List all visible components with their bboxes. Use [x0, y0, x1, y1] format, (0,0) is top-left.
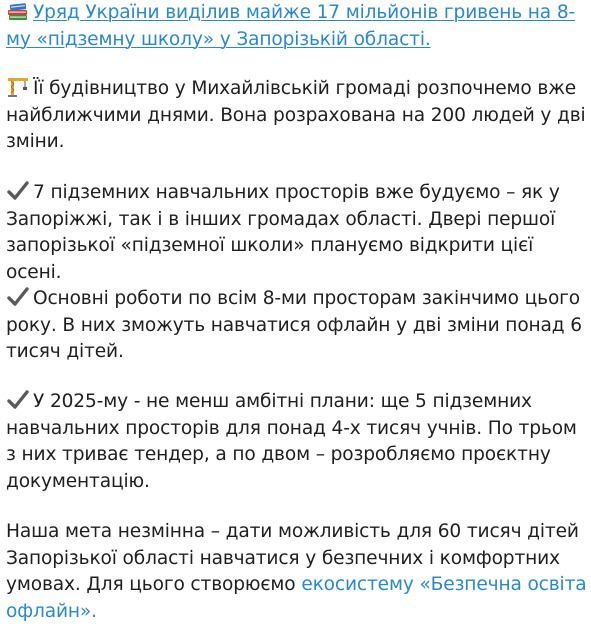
paragraph-text: Основні роботи по всім 8-ми просторам закінчимо цього року. В них зможуть навчатися офлайн у дві зміни понад 6 тисяч дітей. — [6, 288, 582, 362]
paragraph-bullet-1 — [6, 180, 587, 286]
closing-text: Наша мета незмінна – дати можливість для 60 тисяч дітей Запорізької області навчатися у безпечних і комфортних умовах. Для цього створюємо — [6, 521, 579, 595]
paragraph-bullet-2 — [6, 286, 587, 366]
headline-link[interactable]: Уряд України виділив майже 17 мільйонів гривень на 8-му «підземну школу» у Запорізькій області. — [6, 2, 576, 50]
check-mark-icon — [6, 180, 30, 202]
headline-paragraph — [6, 0, 587, 53]
check-mark-icon — [6, 286, 30, 308]
paragraph-text: Її будівництво у Михайлівській громаді розпочнемо вже найближчими днями. Вона розрахована на 200 людей у дві зміни. — [6, 78, 586, 152]
paragraph-closing — [6, 519, 587, 625]
paragraph-construction — [6, 76, 587, 156]
paragraph-text: У 2025-му - не менш амбітні плани: ще 5 підземних навчальних просторів для понад 4-х тисяч учнів. По трьом з них триває тендер, а по двом – розробляємо проєктну документацію. — [6, 391, 577, 492]
check-mark-icon — [6, 389, 30, 411]
closing-link[interactable]: екосистему «Безпечна освіта офлайн». — [6, 574, 587, 622]
paragraph-bullet-3 — [6, 389, 587, 495]
paragraph-text: 7 підземних навчальних просторів вже будуємо – як у Запоріжжі, так і в інших громадах області. Двері першої запорізької «підземної школи» плануємо відкрити цієї осені. — [6, 182, 560, 283]
books-icon — [6, 0, 30, 22]
construction-crane-icon — [6, 76, 30, 98]
